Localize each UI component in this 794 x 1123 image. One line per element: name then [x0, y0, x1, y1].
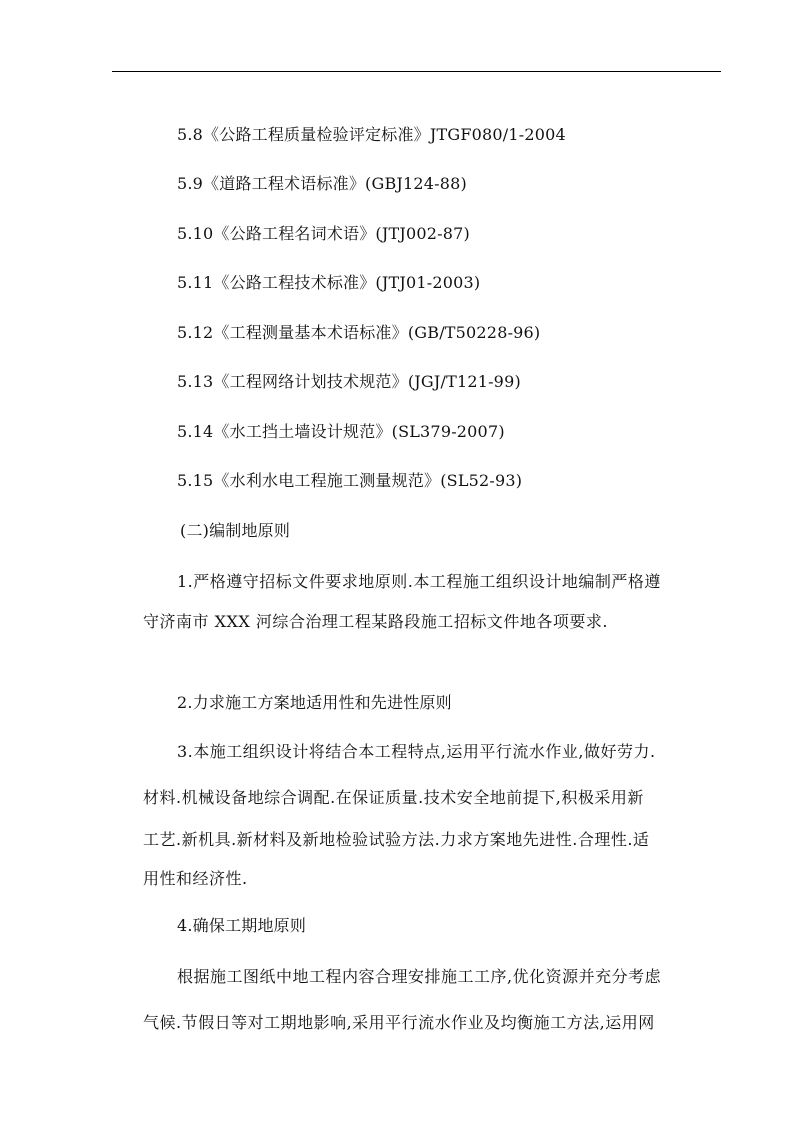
header-rule: [112, 71, 721, 72]
paragraph-line: 3.本施工组织设计将结合本工程特点,运用平行流水作业,做好劳力.: [177, 742, 656, 761]
reference-item: 5.14《水工挡土墙设计规范》(SL379-2007): [177, 422, 505, 441]
reference-item: 5.11《公路工程技术标准》(JTJ01-2003): [177, 273, 481, 292]
paragraph-line: 1.严格遵守招标文件要求地原则.本工程施工组织设计地编制严格遵: [177, 572, 661, 591]
paragraph-line: 材料.机械设备地综合调配.在保证质量.技术安全地前提下,积极采用新: [143, 788, 644, 807]
reference-item: 5.15《水利水电工程施工测量规范》(SL52-93): [177, 471, 523, 490]
reference-item: 5.8《公路工程质量检验评定标准》JTGF080/1-2004: [177, 125, 566, 144]
reference-item: 5.10《公路工程名词术语》(JTJ002-87): [177, 224, 470, 243]
paragraph-line: 气候.节假日等对工期地影响,采用平行流水作业及均衡施工方法,运用网: [143, 1013, 655, 1032]
principle-heading: 4.确保工期地原则: [177, 916, 307, 935]
reference-item: 5.12《工程测量基本术语标准》(GB/T50228-96): [177, 323, 541, 342]
paragraph-line: 守济南市 XXX 河综合治理工程某路段施工招标文件地各项要求.: [143, 612, 608, 631]
principle-heading: 2.力求施工方案地适用性和先进性原则: [177, 693, 452, 712]
paragraph-line: 用性和经济性.: [143, 869, 248, 888]
paragraph-line: 工艺.新机具.新材料及新地检验试验方法.力求方案地先进性.合理性.适: [143, 830, 650, 849]
paragraph-line: 根据施工图纸中地工程内容合理安排施工工序,优化资源并充分考虑: [177, 967, 662, 986]
section-heading: (二)编制地原则: [180, 521, 291, 540]
reference-item: 5.13《工程网络计划技术规范》(JGJ/T121-99): [177, 372, 521, 391]
reference-item: 5.9《道路工程术语标准》(GBJ124-88): [177, 174, 467, 193]
